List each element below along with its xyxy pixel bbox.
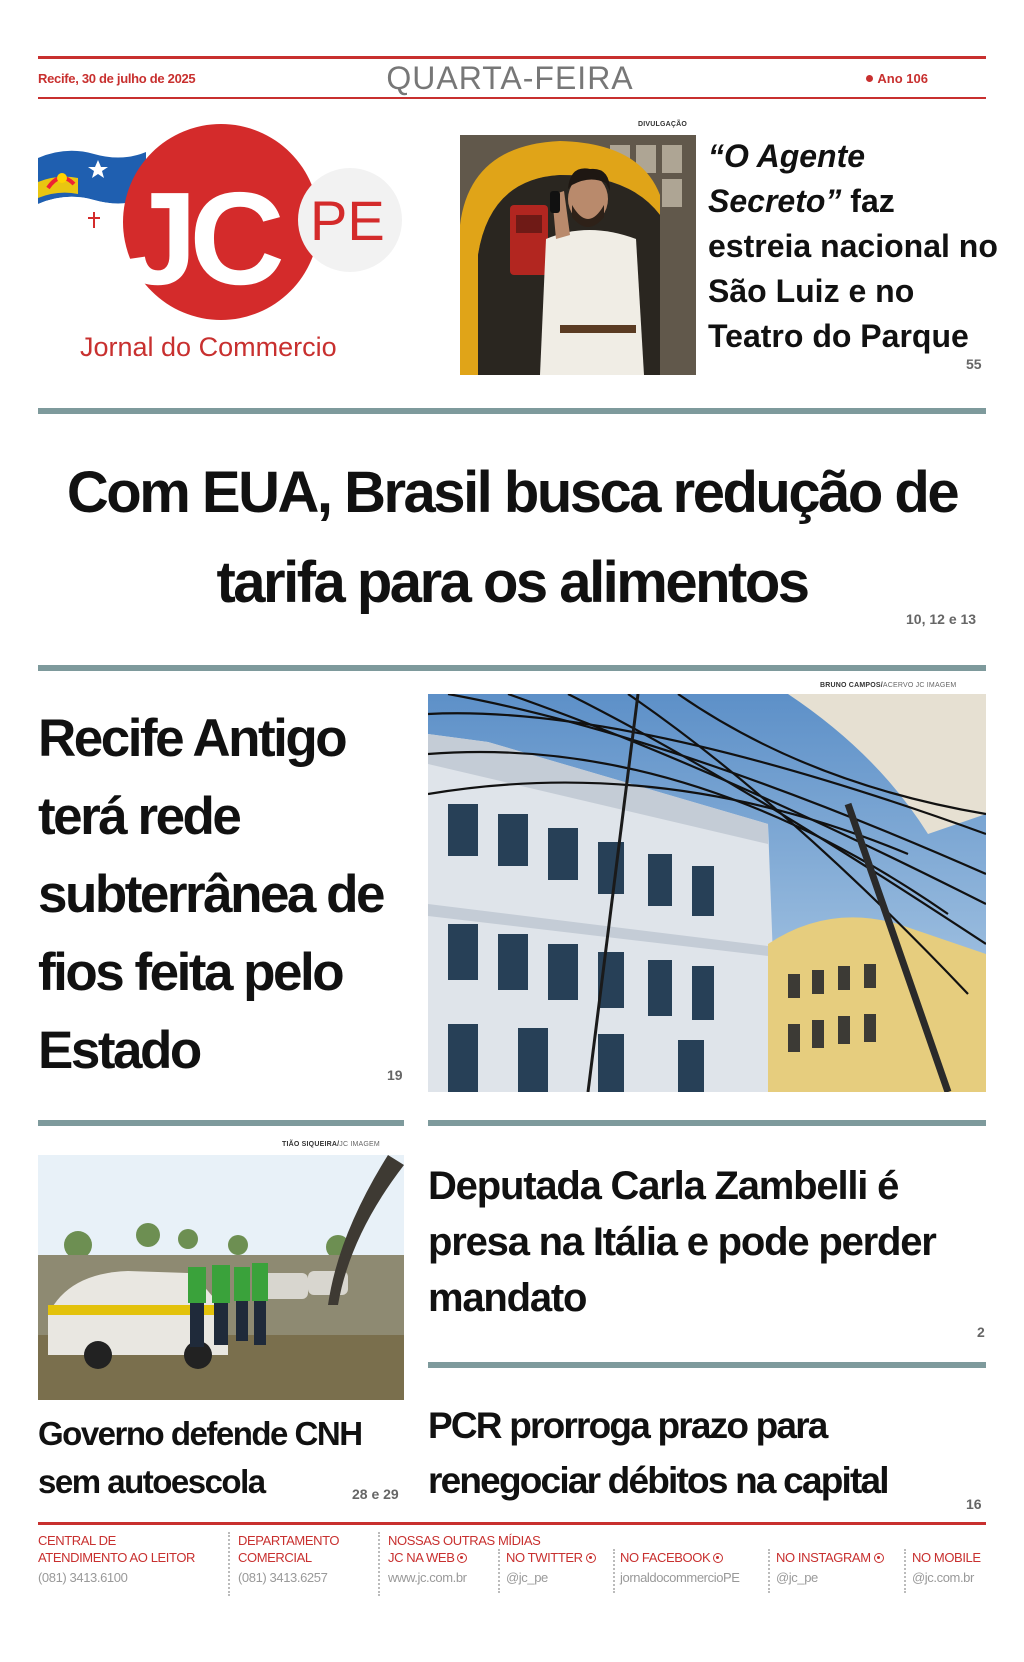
deputada-headline[interactable]: Deputada Carla Zambelli é presa na Itália e pode perder mandato [428, 1164, 936, 1320]
section-rule-4 [428, 1362, 986, 1368]
footer-dept-phone[interactable]: (081) 3413.6257 [238, 1570, 328, 1585]
main-pages: 10, 12 e 13 [906, 611, 977, 627]
feature-headline-quote: “O Agente Secreto” [708, 138, 866, 219]
masthead-logo[interactable] [38, 124, 418, 374]
feature-headline[interactable] [708, 134, 998, 359]
web-icon [457, 1553, 467, 1563]
gov-credit-name: TIÃO SIQUEIRA/ [282, 1141, 340, 1148]
footer [38, 1532, 986, 1612]
footer-rule [38, 1522, 986, 1525]
year-label [866, 71, 928, 86]
footer-dept [238, 1532, 368, 1586]
instagram-icon [874, 1553, 884, 1563]
section-rule-3a [38, 1120, 404, 1126]
footer-central-line2: ATENDIMENTO AO LEITOR [38, 1550, 196, 1565]
recife-photo-credit [820, 682, 956, 689]
gov-photo-credit [282, 1141, 380, 1148]
footer-central-line1: CENTRAL DE [38, 1533, 116, 1548]
footer-others-label: NOSSAS OUTRAS MÍDIAS [388, 1533, 541, 1548]
main-headline[interactable]: Com EUA, Brasil busca redução de tarifa para os alimentos [66, 460, 958, 615]
top-rule [38, 56, 986, 59]
feature-photo[interactable] [460, 135, 696, 375]
section-rule-2 [38, 665, 986, 671]
facebook-icon [713, 1553, 723, 1563]
twitter-icon [586, 1553, 596, 1563]
jc-logo-mark [38, 124, 418, 374]
recife-headline[interactable]: Recife Antigo terá rede subterrânea de fios feita pelo Estado [38, 709, 383, 1080]
gov-credit-agency: JC IMAGEM [339, 1141, 380, 1148]
section-rule-3b [428, 1120, 986, 1126]
recife-credit-agency: ACERVO JC IMAGEM [882, 682, 957, 689]
footer-central [38, 1532, 218, 1586]
footer-instagram[interactable] [776, 1549, 906, 1586]
footer-central-phone[interactable]: (081) 3413.6100 [38, 1570, 128, 1585]
bullet-icon [866, 75, 873, 82]
recife-credit-name: BRUNO CAMPOS/ [820, 682, 883, 689]
footer-mobile-value: @jc.com.br [912, 1570, 974, 1585]
footer-instagram-value: @jc_pe [776, 1570, 818, 1585]
footer-facebook[interactable] [620, 1549, 770, 1586]
gov-pages: 28 e 29 [352, 1486, 399, 1502]
footer-separator [613, 1549, 615, 1593]
footer-twitter-label: NO TWITTER [506, 1550, 583, 1565]
logo-name: Jornal do Commercio [80, 332, 337, 362]
footer-separator [904, 1549, 906, 1593]
year-text: Ano 106 [877, 71, 928, 86]
footer-web[interactable] [388, 1549, 498, 1586]
footer-web-value: www.jc.com.br [388, 1570, 467, 1585]
footer-web-label: JC NA WEB [388, 1550, 455, 1565]
footer-separator [228, 1532, 230, 1596]
section-rule-1 [38, 408, 986, 414]
footer-separator [768, 1549, 770, 1593]
logo-state: PE [310, 189, 385, 252]
feature-headline-rest: faz estreia nacional no São Luiz e no Teatro do Parque [708, 183, 998, 354]
footer-instagram-label: NO INSTAGRAM [776, 1550, 871, 1565]
feature-page: 55 [966, 356, 982, 372]
footer-facebook-value: jornaldocommercioPE [620, 1570, 740, 1585]
pcr-headline[interactable]: PCR prorroga prazo para renegociar débitos na capital [428, 1405, 888, 1501]
recife-photo[interactable] [428, 694, 986, 1092]
footer-twitter-value: @jc_pe [506, 1570, 548, 1585]
date-rule [38, 97, 986, 99]
footer-facebook-label: NO FACEBOOK [620, 1550, 711, 1565]
gov-photo[interactable] [38, 1155, 404, 1400]
city-date: Recife, 30 de julho de 2025 [38, 71, 196, 86]
footer-dept-line1: DEPARTAMENTO [238, 1533, 340, 1548]
footer-separator [498, 1549, 500, 1593]
footer-mobile-label: NO MOBILE [912, 1550, 981, 1565]
footer-separator [378, 1532, 380, 1596]
feature-photo-credit: DIVULGAÇÃO [638, 121, 688, 128]
logo-letters: JC [124, 165, 277, 312]
gov-headline[interactable]: Governo defende CNH sem autoescola [38, 1415, 362, 1500]
weekday: QUARTA-FEIRA [386, 60, 634, 96]
footer-dept-line2: COMERCIAL [238, 1550, 312, 1565]
footer-mobile[interactable] [912, 1549, 986, 1586]
recife-page: 19 [387, 1067, 403, 1083]
deputada-page: 2 [977, 1324, 985, 1340]
pcr-page: 16 [966, 1496, 982, 1512]
footer-twitter[interactable] [506, 1549, 616, 1586]
